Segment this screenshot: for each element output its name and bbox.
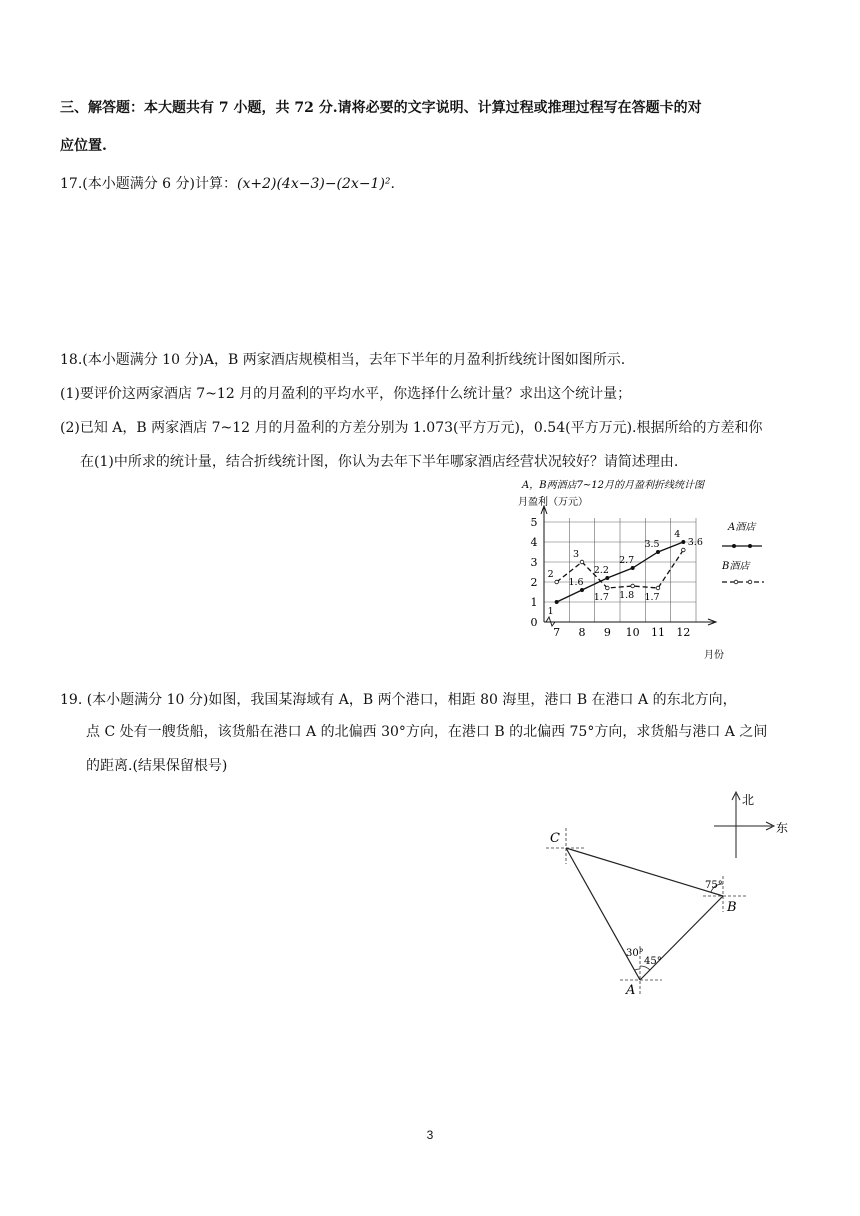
series-a-point <box>555 600 559 604</box>
q17-stem <box>60 174 395 194</box>
x-tick-label: 8 <box>578 626 586 639</box>
chart-title: A，B两酒店7~12月的月盈利折线统计图 <box>522 480 705 491</box>
series-b-data-label: 1.8 <box>619 590 635 601</box>
series-b-point <box>555 580 559 584</box>
q18-line-1: 18.(本小题满分 10 分)A，B 两家酒店规模相当，去年下半年的月盈利折线统计图如图所示. <box>60 352 626 368</box>
q18-line-4: 在(1)中所求的统计量，结合折线统计图，你认为去年下半年哪家酒店经营状况较好？请简述理由. <box>80 454 679 470</box>
x-tick-label: 7 <box>553 626 561 639</box>
series-b-point <box>682 548 686 552</box>
legend-b-label: B酒店 <box>722 561 750 572</box>
series-a-point <box>631 566 635 570</box>
y-tick-label: 3 <box>530 556 538 569</box>
section-heading-cont: 应位置. <box>60 138 107 154</box>
x-tick-label: 12 <box>676 626 691 639</box>
series-b-data-label: 2 <box>547 569 554 580</box>
series-a-data-label: 1 <box>547 606 554 617</box>
series-a-data-label: 1.6 <box>568 577 584 588</box>
q17-formula: (x+2)(4x−3)−(2x−1)². <box>237 176 395 192</box>
x-tick-label: 11 <box>651 626 665 639</box>
legend-b-marker <box>748 580 752 584</box>
q19-line-1: 19. (本小题满分 10 分)如图，我国某海域有 A，B 两个港口，相距 80 海里，港口 B 在港口 A 的东北方向， <box>60 692 737 708</box>
series-a-data-label: 2.2 <box>593 565 609 576</box>
point-a-label: A <box>626 983 636 998</box>
series-a-point <box>605 576 609 580</box>
angle-b-label: 75° <box>705 880 723 891</box>
legend-a-marker <box>748 544 752 548</box>
x-tick-label: 9 <box>603 626 611 639</box>
page-number: 3 <box>426 1128 434 1142</box>
series-a-point <box>681 540 685 544</box>
compass-north-label: 北 <box>742 793 755 807</box>
point-b-label: B <box>727 900 737 915</box>
series-b-data-label: 1.7 <box>593 592 609 603</box>
y-tick-label: 2 <box>530 576 538 589</box>
legend-a-label: A酒店 <box>728 522 756 533</box>
segment-ab <box>640 896 723 980</box>
y-tick-label: 4 <box>530 536 538 549</box>
y-tick-label: 5 <box>530 516 538 529</box>
series-a-point <box>580 588 584 592</box>
x-axis-label: 月份 <box>704 650 724 661</box>
y-axis-label: 月盈利（万元） <box>518 497 588 508</box>
series-a-data-label: 3.5 <box>644 539 660 550</box>
angle-a1-label: 30° <box>626 948 644 959</box>
point-c-label: C <box>550 831 560 846</box>
q18-line-3: (2)已知 A，B 两家酒店 7~12 月的月盈利的方差分别为 1.073(平方万元)，0.54(平方万元).根据所给的方差和你 <box>60 420 763 436</box>
q19-line-2: 点 C 处有一艘货船，该货船在港口 A 的北偏西 30°方向，在港口 B 的北偏西 75°方向，求货船与港口 A 之间 <box>86 724 768 740</box>
profit-line-chart <box>500 478 790 666</box>
angle-arc-a1 <box>635 969 640 970</box>
section-heading: 三、解答题：本大题共有 7 小题，共 72 分.请将必要的文字说明、计算过程或推理过程写在答题卡的对 <box>60 100 702 116</box>
series-b-data-label: 3 <box>572 549 580 560</box>
y-tick-label: 0 <box>530 616 538 629</box>
q18-line-2: (1)要评价这两家酒店 7~12 月的月盈利的平均水平，你选择什么统计量？求出这个统计量； <box>60 386 632 402</box>
series-b-data-label: 3.6 <box>687 537 703 548</box>
series-a-data-label: 4 <box>674 529 681 540</box>
y-tick-label: 1 <box>530 596 538 609</box>
series-b-point <box>656 586 660 590</box>
angle-a2-label: 45° <box>644 956 662 967</box>
q19-line-3: 的距离.(结果保留根号) <box>86 758 228 774</box>
series-b-data-label: 1.7 <box>644 592 660 603</box>
x-tick-label: 10 <box>625 626 640 639</box>
series-b-point <box>631 584 635 588</box>
legend-a-marker <box>732 544 736 548</box>
series-b-point <box>606 586 610 590</box>
series-b-point <box>580 560 584 564</box>
compass-east-label: 东 <box>776 821 789 835</box>
series-a-data-label: 2.7 <box>619 555 635 566</box>
series-a-point <box>656 550 660 554</box>
harbor-diagram <box>520 780 800 1000</box>
q17-text: 17.(本小题满分 6 分)计算： <box>60 176 237 192</box>
legend-b-marker <box>734 580 738 584</box>
